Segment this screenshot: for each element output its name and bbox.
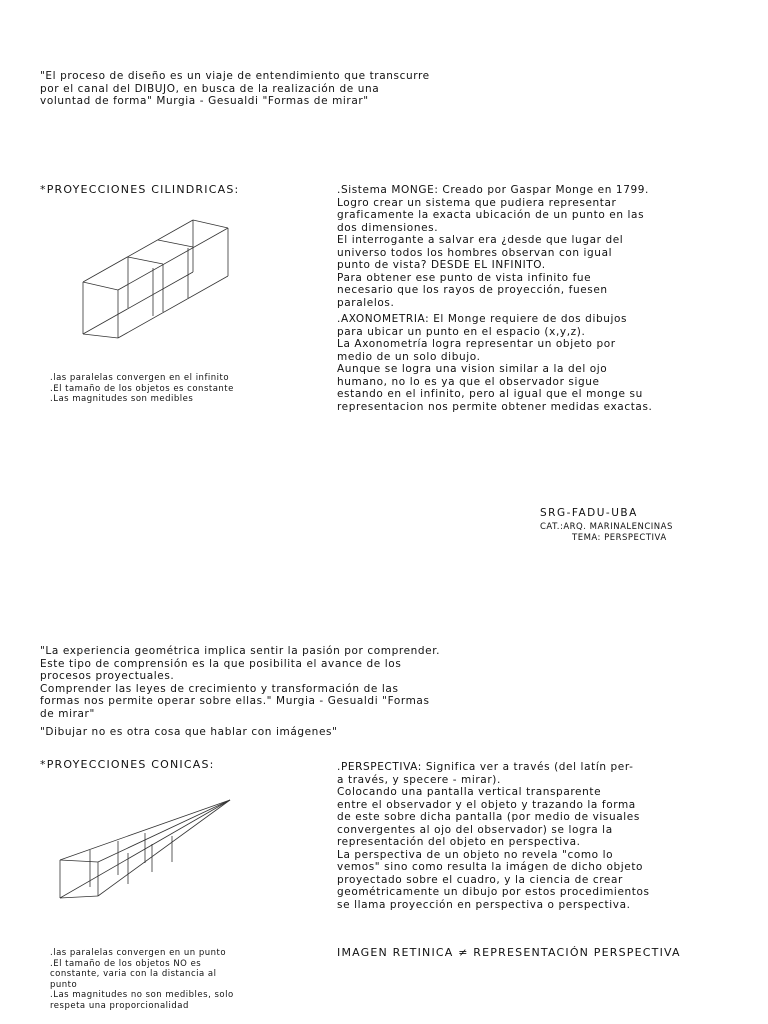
paragraph-line: La Axonometría logra representar un objeto por bbox=[337, 338, 616, 350]
paragraph-line: graficamente la exacta ubicación de un punto en las bbox=[337, 209, 645, 221]
paragraph-line: medio de un solo dibujo. bbox=[337, 350, 481, 363]
note: respeta una proporcionalidad bbox=[50, 1000, 189, 1011]
paragraph-line: humano, no lo es ya que el observador sigue bbox=[337, 375, 600, 388]
credits-cat-block bbox=[540, 522, 673, 543]
footer-text: IMAGEN RETINICA ≠ REPRESENTACIÓN PERSPECTIVA bbox=[337, 946, 681, 959]
quote-2-line: formas nos permite operar sobre ellas." Murgia - Gesualdi "Formas bbox=[40, 695, 430, 707]
text-perspectiva bbox=[337, 761, 650, 911]
note: constante, varia con la distancia al bbox=[50, 969, 217, 979]
paragraph-line: representación del objeto en perspectiva. bbox=[337, 836, 581, 848]
paragraph-line: Logro crear un sistema que pudiera representar bbox=[337, 196, 617, 209]
paragraph-line: .AXONOMETRIA: El Monge requiere de dos dibujos bbox=[337, 313, 628, 325]
paragraph-line: El interrogante a salvar era ¿desde que lugar del bbox=[337, 234, 624, 246]
paragraph-line: proyectado sobre el cuadro, y la ciencia de crear bbox=[337, 873, 623, 886]
quote-2-line: Este tipo de comprensión es la que posibilita el avance de los bbox=[40, 657, 402, 670]
quote-1-line: "El proceso de diseño es un viaje de entendimiento que transcurre bbox=[40, 70, 430, 82]
quote-2-line: de mirar" bbox=[40, 707, 95, 720]
axonometric-prism-drawing bbox=[78, 220, 238, 330]
heading-conicas bbox=[40, 759, 215, 772]
paragraph-line: necesario que los rayos de proyección, fuesen bbox=[337, 284, 608, 296]
paragraph-line: entre el observador y el objeto y trazando la forma bbox=[337, 798, 636, 811]
note: punto bbox=[50, 979, 78, 990]
paragraph-line: de este sobre dicha pantalla (por medio de visuales bbox=[337, 811, 640, 823]
credits-org: SRG-FADU-UBA bbox=[540, 507, 638, 519]
paragraph-line: representacion nos permite obtener medidas exactas. bbox=[337, 400, 653, 413]
paragraph-line: La perspectiva de un objeto no revela "como lo bbox=[337, 848, 614, 861]
notes-cilindricas bbox=[50, 373, 234, 405]
quote-2 bbox=[40, 645, 440, 720]
paragraph-line: Aunque se logra una vision similar a la del ojo bbox=[337, 363, 608, 375]
perspective-prism-drawing bbox=[60, 800, 230, 910]
note: .las paralelas convergen en el infinito bbox=[50, 373, 230, 383]
paragraph-line: geométricamente un dibujo por estos procedimientos bbox=[337, 886, 650, 898]
paragraph-line: dos dimensiones. bbox=[337, 221, 439, 234]
credits bbox=[540, 507, 638, 520]
paragraph-line: Colocando una pantalla vertical transparente bbox=[337, 786, 602, 798]
paragraph-line: paralelos. bbox=[337, 296, 395, 309]
quote-1-line: voluntad de forma" Murgia - Gesualdi "Formas de mirar" bbox=[40, 95, 369, 107]
paragraph-line: estando en el infinito, pero al igual que el monge su bbox=[337, 388, 643, 400]
paragraph-line: punto de vista? DESDE EL INFINITO. bbox=[337, 259, 546, 271]
paragraph-line: a través, y specere - mirar). bbox=[337, 773, 501, 786]
credits-cat: CAT.:ARQ. MARINALENCINAS bbox=[540, 522, 673, 532]
paragraph-line: para ubicar un punto en el espacio (x,y,z). bbox=[337, 325, 586, 338]
credits-tema: TEMA: PERSPECTIVA bbox=[572, 532, 667, 543]
note: .Las magnitudes son medibles bbox=[50, 394, 194, 404]
quote-3 bbox=[40, 726, 338, 739]
quote-2-line: "La experiencia geométrica implica sentir la pasión por comprender. bbox=[40, 645, 441, 657]
paragraph-line: se llama proyección en perspectiva o perspectiva. bbox=[337, 898, 631, 911]
quote-2-line: Comprender las leyes de crecimiento y transformación de las bbox=[40, 682, 399, 695]
quote-1-line: por el canal del DIBUJO, en busca de la realización de una bbox=[40, 82, 380, 95]
paragraph-line: Para obtener ese punto de vista infinito fue bbox=[337, 271, 592, 284]
note: .las paralelas convergen en un punto bbox=[50, 948, 227, 958]
paragraph-line: .PERSPECTIVA: Significa ver a través (del latín per- bbox=[337, 761, 634, 773]
footer-statement bbox=[337, 947, 681, 960]
text-axonometria bbox=[337, 313, 652, 413]
quote-1 bbox=[40, 70, 430, 108]
notes-conicas bbox=[50, 948, 234, 1011]
note: .Las magnitudes no son medibles, solo bbox=[50, 990, 234, 1000]
quote-2-line: procesos proyectuales. bbox=[40, 670, 175, 682]
paragraph-line: vemos" sino como resulta la imágen de dicho objeto bbox=[337, 861, 644, 873]
heading-cilindricas bbox=[40, 184, 239, 197]
note: .El tamaño de los objetos es constante bbox=[50, 383, 234, 394]
paragraph-line: convergentes al ojo del observador) se logra la bbox=[337, 823, 613, 836]
heading-text: *PROYECCIONES CONICAS: bbox=[40, 758, 215, 771]
heading-text: *PROYECCIONES CILINDRICAS: bbox=[40, 183, 240, 196]
quote-3-text: "Dibujar no es otra cosa que hablar con imágenes" bbox=[40, 726, 338, 738]
note: .El tamaño de los objetos NO es bbox=[50, 958, 202, 969]
paragraph-line: universo todos los hombres observan con igual bbox=[337, 246, 613, 259]
text-monge bbox=[337, 184, 649, 309]
paragraph-line: .Sistema MONGE: Creado por Gaspar Monge en 1799. bbox=[337, 184, 649, 196]
